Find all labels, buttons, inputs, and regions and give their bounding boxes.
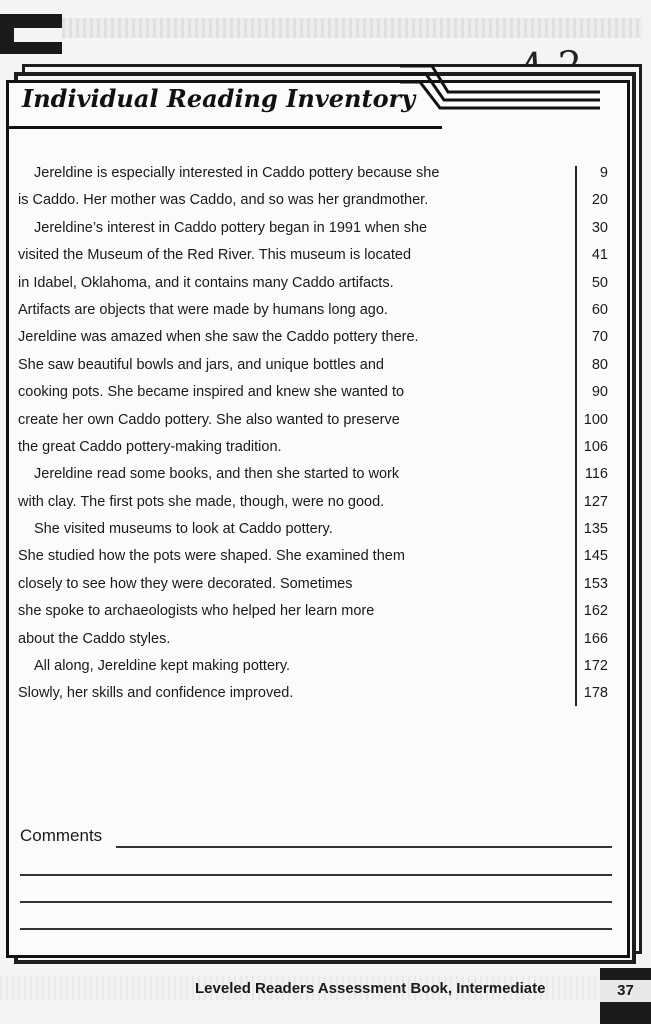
cumulative-word-count: 100 <box>583 411 608 428</box>
passage-line-text: Slowly, her skills and confidence improved. <box>18 685 294 702</box>
passage-line-text: All along, Jereldine kept making pottery. <box>34 658 291 675</box>
passage-line <box>18 270 608 297</box>
footer-book-title: Leveled Readers Assessment Book, Intermediate <box>195 980 546 997</box>
passage-line-text: Jereldine is especially interested in Caddo pottery because she <box>34 165 440 181</box>
cumulative-word-count: 50 <box>591 274 608 291</box>
cumulative-word-count: 41 <box>591 247 608 264</box>
passage-line-text: create her own Caddo pottery. She also wanted to preserve <box>18 411 400 428</box>
passage-line-text: in Idabel, Oklahoma, and it contains many Caddo artifacts. <box>18 274 394 291</box>
cumulative-word-count: 162 <box>583 603 608 620</box>
scan-noise-strip <box>62 18 642 38</box>
passage-line <box>18 653 608 680</box>
passage-line <box>18 160 608 187</box>
cumulative-word-count: 127 <box>583 493 608 510</box>
page-title: Individual Reading Inventory <box>22 84 416 113</box>
passage-line-text: she spoke to archaeologists who helped her learn more <box>18 603 375 620</box>
passage-line <box>18 434 608 461</box>
passage-line <box>18 242 608 269</box>
passage-line <box>18 461 608 488</box>
cumulative-word-count: 166 <box>583 630 608 647</box>
passage-line-text: She studied how the pots were shaped. She examined them <box>18 548 405 565</box>
passage-line <box>18 215 608 242</box>
cumulative-word-count: 178 <box>583 685 608 702</box>
passage-line <box>18 516 608 543</box>
passage-line <box>18 543 608 570</box>
passage-line-text: visited the Museum of the Red River. This museum is located <box>18 247 412 264</box>
cumulative-word-count: 135 <box>583 521 608 538</box>
comment-line <box>116 846 612 848</box>
passage-line-text: Artifacts are objects that were made by humans long ago. <box>18 301 388 318</box>
cumulative-word-count: 70 <box>591 329 608 346</box>
comments-label: Comments <box>20 826 103 845</box>
passage-line <box>18 187 608 214</box>
passage-line-text: closely to see how they were decorated. Sometimes <box>18 575 353 592</box>
cumulative-word-count: 90 <box>591 384 608 401</box>
passage-line <box>18 324 608 351</box>
passage-line <box>18 571 608 598</box>
passage-line <box>18 352 608 379</box>
passage-line <box>18 489 608 516</box>
passage-line-text: She saw beautiful bowls and jars, and unique bottles and <box>18 356 384 373</box>
cumulative-word-count: 20 <box>591 192 608 209</box>
comment-line <box>20 874 612 876</box>
cumulative-word-count: 60 <box>591 301 608 318</box>
comment-line <box>20 928 612 930</box>
cumulative-word-count: 9 <box>599 165 608 181</box>
cumulative-word-count: 153 <box>583 575 608 592</box>
passage-line <box>18 598 608 625</box>
passage-line <box>18 626 608 653</box>
cumulative-word-count: 106 <box>583 438 608 455</box>
passage-line <box>18 297 608 324</box>
passage-line-text: Jereldine read some books, and then she started to work <box>34 466 400 483</box>
passage-line-text: with clay. The first pots she made, though, were no good. <box>18 493 385 510</box>
passage-line-text: the great Caddo pottery-making tradition. <box>18 438 282 455</box>
cumulative-word-count: 80 <box>591 356 608 373</box>
corner-tab-mark <box>0 14 62 54</box>
passage-line-text: She visited museums to look at Caddo pottery. <box>34 521 333 538</box>
passage-line <box>18 407 608 434</box>
footer-page-number: 37 <box>600 980 651 1002</box>
reading-passage <box>18 160 608 708</box>
passage-line-text: Jereldine was amazed when she saw the Caddo pottery there. <box>18 329 419 346</box>
cumulative-word-count: 30 <box>591 219 608 236</box>
passage-line-text: is Caddo. Her mother was Caddo, and so was her grandmother. <box>18 192 429 209</box>
cumulative-word-count: 172 <box>583 658 608 675</box>
passage-line-text: about the Caddo styles. <box>18 630 171 647</box>
passage-line-text: Jereldine’s interest in Caddo pottery began in 1991 when she <box>34 219 428 236</box>
cumulative-word-count: 145 <box>583 548 608 565</box>
comment-line <box>20 901 612 903</box>
passage-line <box>18 379 608 406</box>
passage-line-text: cooking pots. She became inspired and knew she wanted to <box>18 384 405 401</box>
cumulative-word-count: 116 <box>584 466 608 483</box>
passage-line <box>18 680 608 707</box>
